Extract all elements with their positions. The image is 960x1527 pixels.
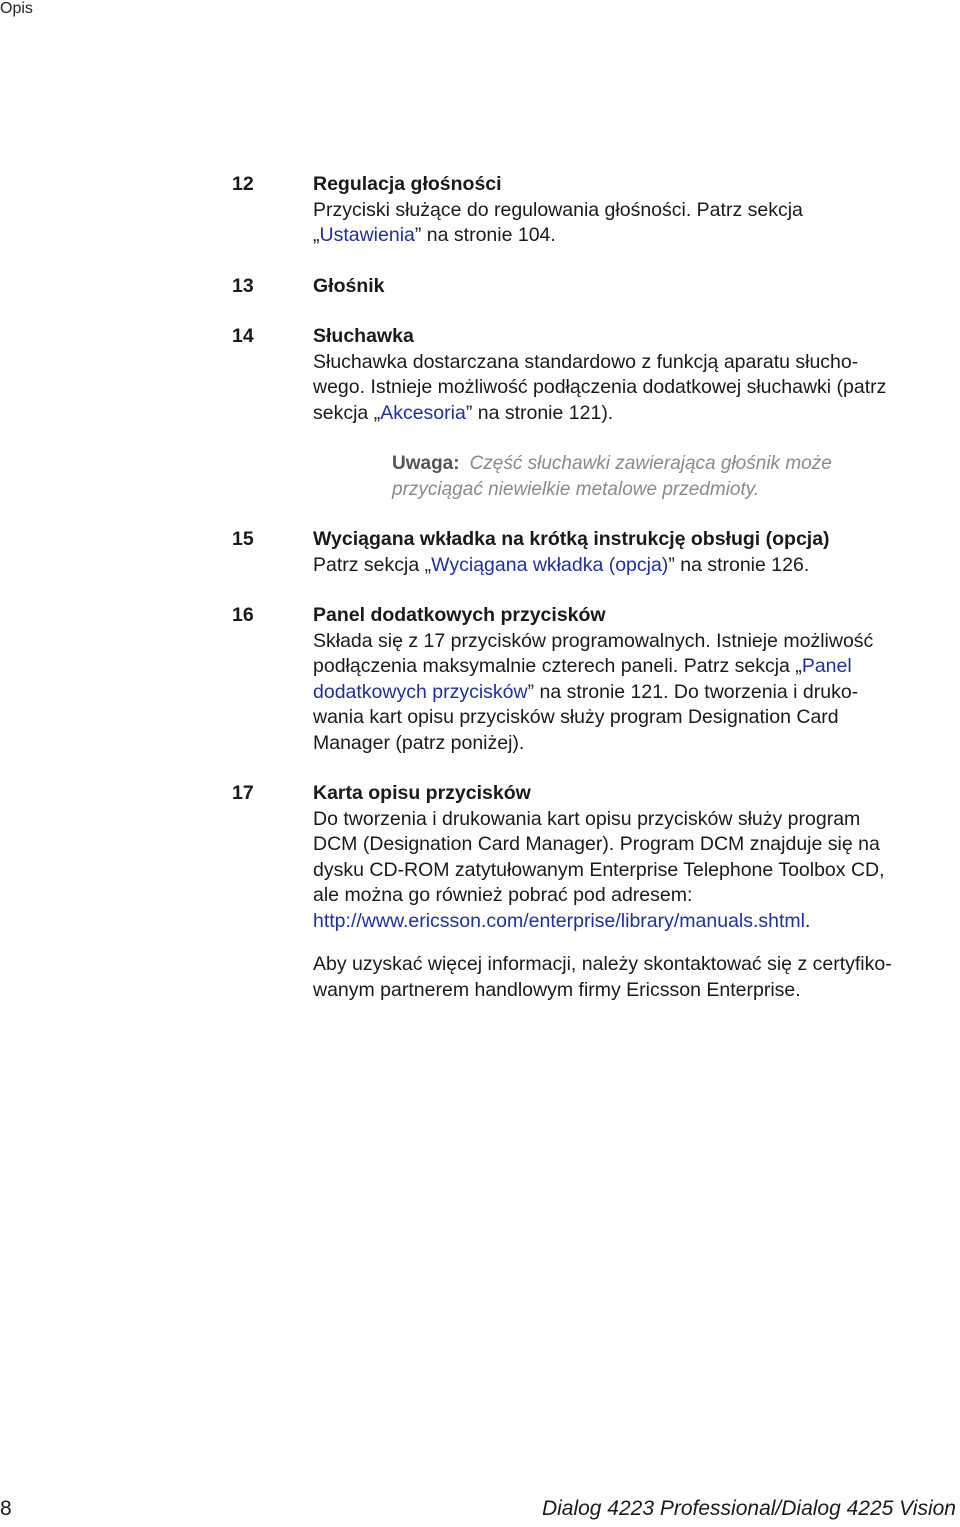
body-line	[313, 832, 960, 858]
body-line: Aby uzyskać więcej informacji, należy skontaktować się z certyfiko-	[313, 953, 892, 975]
item-number: 12	[232, 173, 254, 195]
body-text: ” na stronie 121. Do tworzenia i druko-	[527, 680, 859, 703]
body-text: Manager (patrz poniżej).	[313, 731, 525, 754]
item-number: 15	[232, 528, 254, 550]
body-text: podłączenia maksymalnie czterech paneli. Patrz sekcja „	[313, 655, 802, 677]
list-item	[232, 274, 960, 300]
item-title: Słuchawka	[313, 325, 414, 347]
running-header: Opis	[0, 0, 33, 17]
body-line	[313, 807, 960, 833]
body-text: ” na stronie 126.	[668, 553, 810, 576]
note-label: Uwaga:	[392, 453, 460, 474]
body-line	[313, 883, 960, 909]
list-item	[232, 603, 960, 756]
list-item	[232, 781, 960, 1003]
body-line	[313, 350, 960, 376]
body-text: DCM (Designation Card Manager). Program DCM znajduje się na	[313, 833, 880, 855]
cross-reference-link[interactable]: dodatkowych przycisków	[313, 680, 528, 703]
note-box	[392, 451, 960, 502]
item-title: Głośnik	[313, 274, 385, 297]
body-line	[313, 731, 960, 757]
cross-reference-link[interactable]: Wyciągana wkładka (opcja)	[431, 553, 669, 576]
cross-reference-link[interactable]: Panel	[801, 655, 852, 677]
page-footer	[0, 1497, 960, 1527]
body-text: Składa się z 17 przycisków programowalnych. Istnieje możliwość	[313, 629, 874, 652]
body-text: Słuchawka dostarczana standardowo z funkcją aparatu słucho-	[313, 350, 859, 373]
body-text: ” na stronie 104.	[414, 224, 556, 246]
note-text: przyciągać niewielkie metalowe przedmioty.	[392, 478, 760, 500]
body-text: „	[313, 224, 320, 246]
item-number: 14	[232, 325, 254, 347]
body-line	[313, 705, 960, 731]
additional-paragraph	[313, 952, 960, 1003]
body-text: .	[805, 909, 811, 932]
item-number: 16	[232, 604, 254, 626]
page-number: 8	[0, 1497, 12, 1520]
body-line	[313, 401, 960, 427]
item-number: 17	[232, 782, 254, 804]
body-text: Do tworzenia i drukowania kart opisu przycisków służy program	[313, 807, 861, 830]
body-text: Patrz sekcja „	[313, 553, 432, 576]
item-title: Regulacja głośności	[313, 173, 502, 195]
cross-reference-link[interactable]: Akcesoria	[380, 401, 466, 424]
item-title: Karta opisu przycisków	[313, 782, 531, 804]
note-text: Część słuchawki zawierająca głośnik może	[469, 453, 832, 474]
body-text: ale można go również pobrać pod adresem:	[313, 884, 693, 906]
item-title: Panel dodatkowych przycisków	[313, 604, 606, 626]
cross-reference-link[interactable]: Ustawienia	[319, 224, 415, 246]
body-line: wanym partnerem handlowym firmy Ericsson Enterprise.	[313, 978, 801, 1001]
item-number: 13	[232, 274, 254, 297]
body-line	[313, 909, 960, 935]
item-title: Wyciągana wkładka na krótką instrukcję obsługi (opcja)	[313, 528, 830, 550]
body-text: sekcja „	[313, 401, 381, 424]
body-text: wania kart opisu przycisków służy program Designation Card	[313, 706, 839, 728]
cross-reference-link[interactable]: http://www.ericsson.com/enterprise/library/manuals.shtml	[313, 909, 806, 932]
list-item	[232, 527, 960, 578]
list-item	[232, 324, 960, 502]
body-line	[313, 198, 960, 224]
body-text: ” na stronie 121).	[465, 401, 614, 424]
body-line	[313, 654, 960, 680]
list-item	[232, 172, 960, 249]
body-line	[313, 629, 960, 655]
footer-document-title: Dialog 4223 Professional/Dialog 4225 Vision	[541, 1497, 956, 1520]
body-line	[313, 858, 960, 884]
body-line	[313, 223, 960, 249]
body-line	[313, 375, 960, 401]
body-text: Przyciski służące do regulowania głośności. Patrz sekcja	[313, 198, 803, 221]
body-text: dysku CD-ROM zatytułowanym Enterprise Telephone Toolbox CD,	[313, 858, 885, 881]
body-line	[313, 680, 960, 706]
item-list	[232, 172, 960, 1028]
body-line	[313, 553, 960, 579]
body-text: wego. Istnieje możliwość podłączenia dodatkowej słuchawki (patrz	[313, 376, 887, 398]
